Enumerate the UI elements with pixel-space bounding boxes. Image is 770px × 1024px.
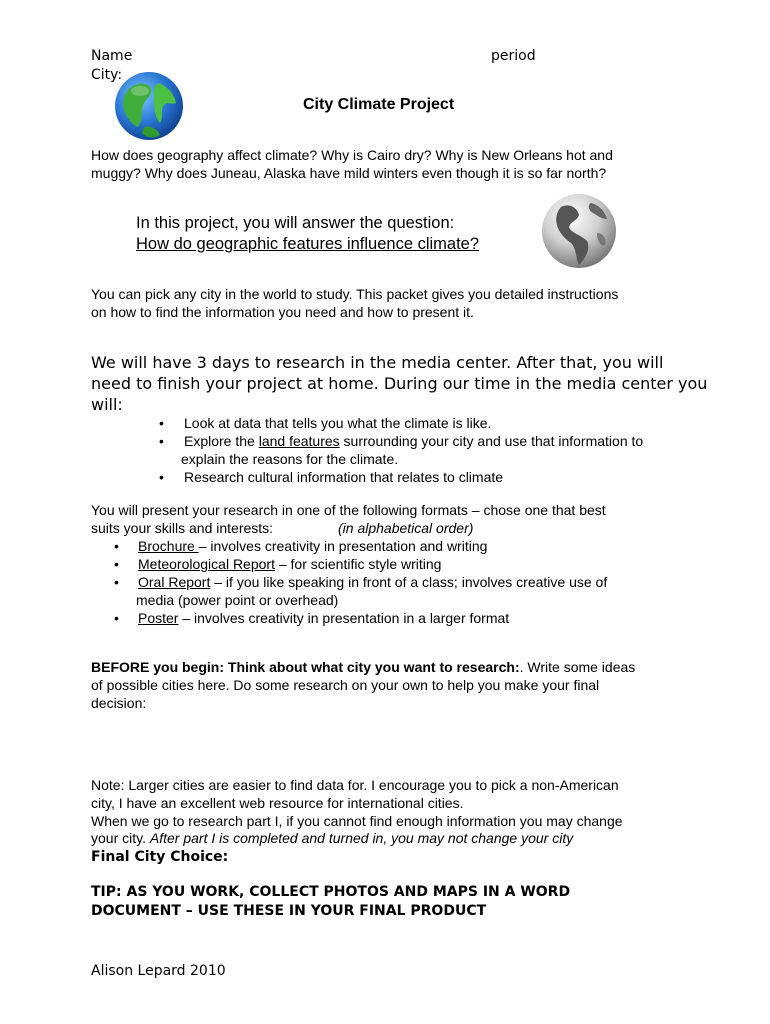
question-line-2: How do geographic features influence climate? — [136, 235, 480, 253]
format-item: Brochure – involves creativity in presentation and writing — [138, 538, 488, 554]
bullet-icon: • — [114, 538, 119, 554]
intro-line-2: muggy? Why does Juneau, Alaska have mild winters even though it is so far north? — [91, 165, 607, 181]
media-bullet-2: Explore the land features surrounding your city and use that information to — [184, 433, 644, 449]
globe-icon — [114, 71, 184, 141]
format-item: Meteorological Report – for scientific style writing — [138, 556, 442, 572]
intro-line-1: How does geography affect climate? Why is Cairo dry? Why is New Orleans hot and — [91, 147, 613, 163]
bullet-icon: • — [159, 415, 164, 431]
formats-order-note: (in alphabetical order) — [338, 520, 474, 536]
media-bullet-2-cont: explain the reasons for the climate. — [181, 451, 399, 467]
tip-line-1: TIP: AS YOU WORK, COLLECT PHOTOS AND MAPS IN A WORD — [91, 884, 571, 900]
before-line-2: of possible cities here. Do some research on your own to help you make your final — [91, 677, 600, 693]
before-line-3: decision: — [91, 695, 147, 711]
bullet-icon: • — [159, 469, 164, 485]
globe-icon — [541, 193, 617, 269]
tip-line-2: DOCUMENT – USE THESE IN YOUR FINAL PRODUCT — [91, 903, 487, 919]
page-title: City Climate Project — [303, 96, 455, 113]
final-city-choice: Final City Choice: — [91, 849, 229, 865]
format-item-cont: media (power point or overhead) — [136, 592, 339, 608]
note-line-2: city, I have an excellent web resource for international cities. — [91, 795, 464, 811]
bullet-icon: • — [114, 556, 119, 572]
bullet-icon: • — [114, 610, 119, 626]
before-line-1: BEFORE you begin: Think about what city you want to research:. Write some ideas — [91, 659, 636, 675]
media-bullet-1: Look at data that tells you what the climate is like. — [184, 415, 492, 431]
formats-line-2: suits your skills and interests: — [91, 520, 274, 536]
note-line-3: When we go to research part I, if you cannot find enough information you may change — [91, 813, 623, 829]
media-line-3: will: — [91, 395, 123, 414]
question-line-1: In this project, you will answer the question: — [136, 214, 455, 232]
footer-author: Alison Lepard 2010 — [91, 963, 226, 979]
pick-line-2: on how to find the information you need and how to present it. — [91, 304, 474, 320]
city-label: City: — [91, 67, 123, 83]
pick-line-1: You can pick any city in the world to study. This packet gives you detailed instructions — [91, 286, 619, 302]
media-bullet-3: Research cultural information that relates to climate — [184, 469, 504, 485]
period-label: period — [491, 48, 536, 64]
note-line-4: your city. After part I is completed and turned in, you may not change your city — [91, 830, 574, 846]
bullet-icon: • — [159, 433, 164, 449]
name-label: Name — [91, 48, 133, 64]
media-line-2: need to finish your project at home. During our time in the media center you — [91, 374, 708, 393]
format-item: Poster – involves creativity in presentation in a larger format — [138, 610, 510, 626]
media-line-1: We will have 3 days to research in the media center. After that, you will — [91, 353, 664, 372]
bullet-icon: • — [114, 574, 119, 590]
note-line-1: Note: Larger cities are easier to find data for. I encourage you to pick a non-American — [91, 777, 619, 793]
formats-line-1: You will present your research in one of the following formats – chose one that best — [91, 502, 606, 518]
format-item: Oral Report – if you like speaking in front of a class; involves creative use of — [138, 574, 608, 590]
